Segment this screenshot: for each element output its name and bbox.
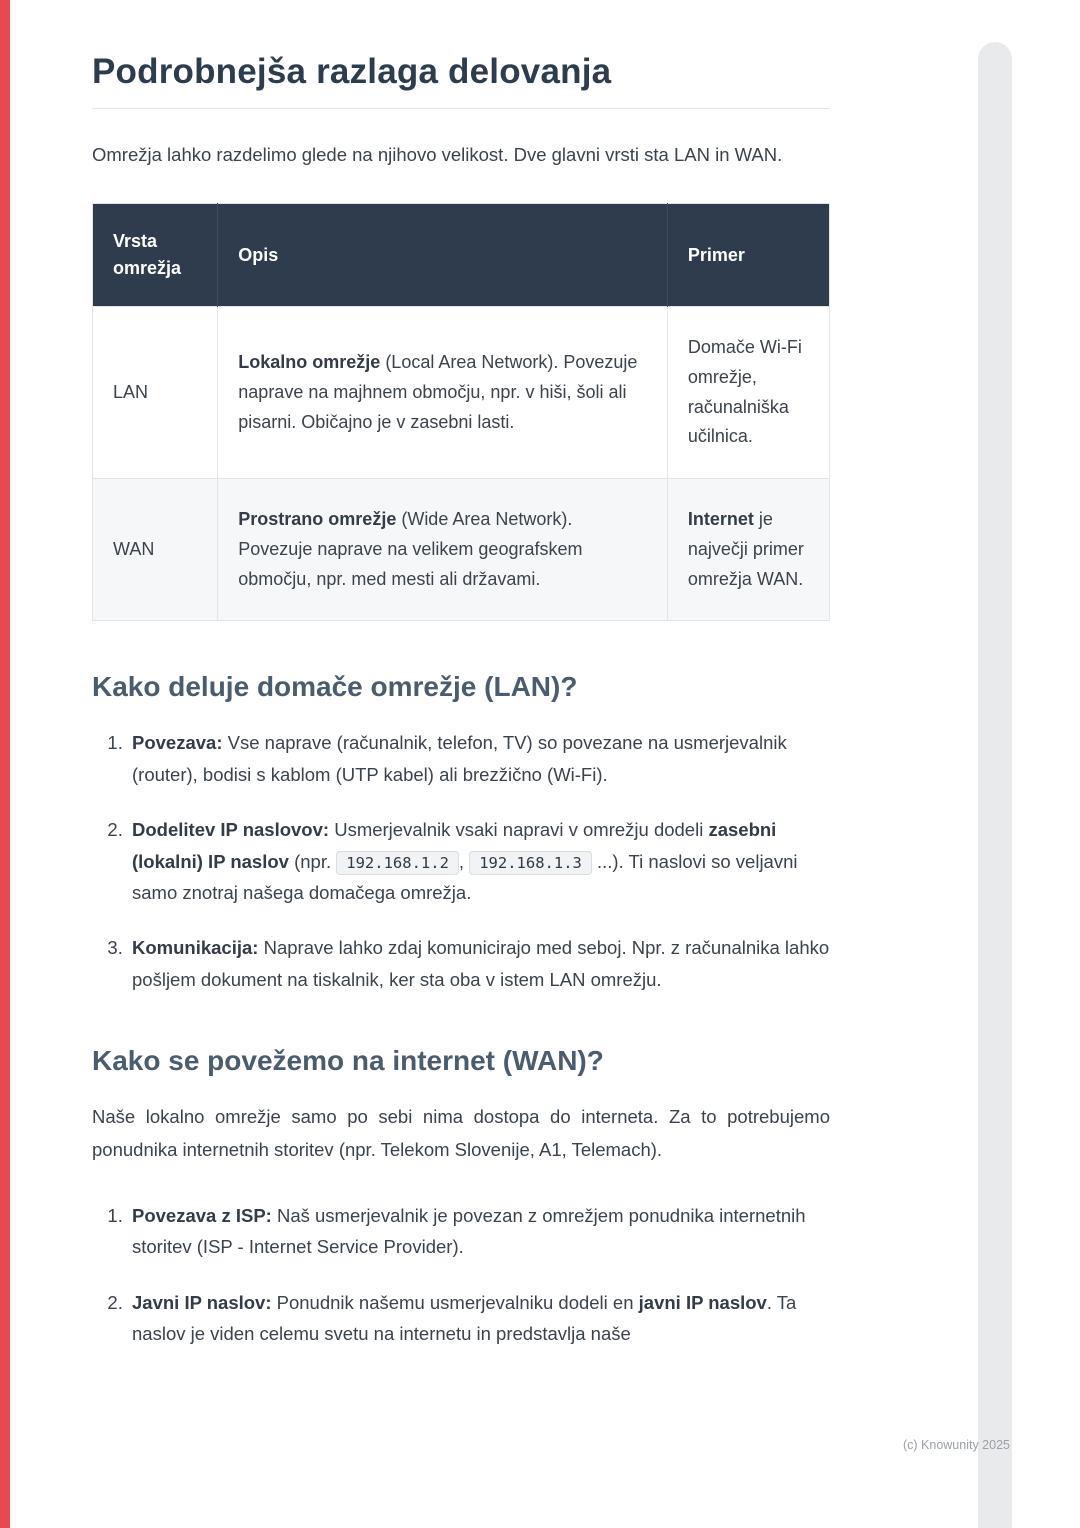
list-item-text: ...). Ti naslovi so veljavni samo znotraj našega domačega omrežja. [132,850,798,903]
cell-example [667,479,829,621]
table-header-row [93,204,830,307]
table-row-wan [93,479,830,621]
cell-network-type: WAN [93,479,218,621]
ip-address-chip: 192.168.1.2 [336,851,459,875]
list-item [128,932,830,995]
list-item-emphasis: javni IP naslov [638,1291,767,1313]
list-item [128,727,830,790]
description-text: (Local Area Network). Povezuje naprave na majhnem območju, npr. v hiši, šoli ali pisarni. Običajno je v zasebni lasti. [238,352,638,432]
cell-network-type: LAN [93,307,218,479]
page-title: Podrobnejša razlaga delovanja [92,52,830,109]
content-area [92,0,830,1374]
cell-description [218,479,668,621]
section-heading-lan: Kako deluje domače omrežje (LAN)? [92,671,578,703]
table-header-primer: Primer [667,204,829,307]
list-item [128,1287,830,1350]
list-item-text: Naprave lahko zdaj komunicirajo med seboj. Npr. z računalnika lahko pošljem dokument na tiskalnik, ker sta oba v istem LAN omrežju. [132,937,830,990]
network-types-table [92,203,830,621]
list-item-text: Naš usmerjevalnik je povezan z omrežjem ponudnika internetnih storitev (ISP - Internet Service Provider). [132,1205,806,1258]
table-row-lan [93,307,830,479]
example-term: Internet [687,509,754,530]
copyright-note: (c) Knowunity 2025 [902,1438,1010,1452]
list-item-text: Usmerjevalnik vsaki napravi v omrežju dodeli [329,819,709,841]
list-item-text: , [458,850,470,872]
ip-address-chip: 192.168.1.3 [469,851,592,875]
list-item-term: Povezava z ISP: [132,1205,272,1226]
example-text: Domače Wi-Fi omrežje, računalniška učilnica. [687,337,802,447]
list-item-term: Dodelitev IP naslovov: [132,819,330,841]
description-term: Prostrano omrežje [238,509,397,530]
description-term: Lokalno omrežje [238,352,381,373]
list-item [128,814,830,908]
list-item-text: Vse naprave (računalnik, telefon, TV) so povezane na usmerjevalnik (router), bodisi s kablom (UTP kabel) ali brezžično (Wi-Fi). [132,732,787,785]
list-item-term: Povezava: [132,732,223,754]
table-header-vrsta-omrezja: Vrsta omrežja [93,204,218,307]
list-item [128,1200,830,1263]
wan-intro-paragraph: Naše lokalno omrežje samo po sebi nima dostopa do interneta. Za to potrebujemo ponudnika internetnih storitev (npr. Telekom Slovenije, A1, Telemach). [92,1106,830,1160]
wan-steps-list [92,1200,830,1350]
page-accent-stripe [0,0,10,1528]
lan-steps-list [92,727,830,995]
list-item-term: Javni IP naslov: [132,1291,272,1313]
list-item-term: Komunikacija: [132,937,259,959]
cell-description [218,307,668,479]
list-item-text: . Ta naslov je viden celemu svetu na internetu in predstavlja naše [132,1291,797,1345]
list-item-emphasis: zasebni (lokalni) IP naslov [132,819,777,872]
table-header-opis: Opis [218,204,668,307]
scrollbar[interactable] [978,42,1012,1528]
description-text: (Wide Area Network). Povezuje naprave na velikem geografskem območju, npr. med mesti ali državami. [238,509,583,589]
example-text: je največji primer omrežja WAN. [687,509,804,589]
intro-paragraph: Omrežja lahko razdelimo glede na njihovo velikost. Dve glavni vrsti sta LAN in WAN. [92,144,783,165]
list-item-text: Ponudnik našemu usmerjevalniku dodeli en [271,1291,639,1313]
section-heading-wan: Kako se povežemo na internet (WAN)? [92,1045,604,1077]
list-item-text: (npr. [288,850,337,872]
cell-example [667,307,829,479]
